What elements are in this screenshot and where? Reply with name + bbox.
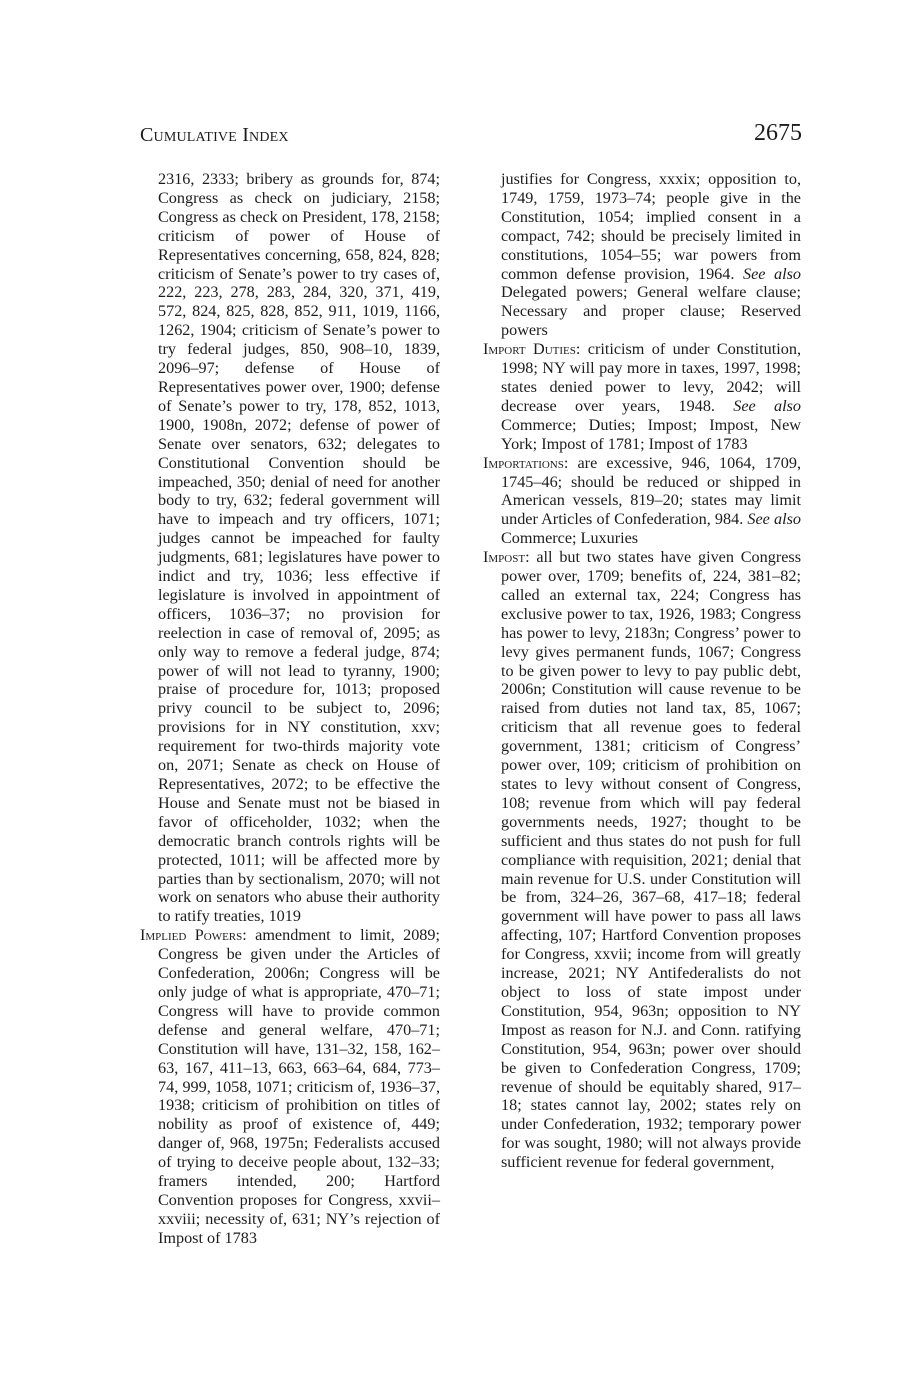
entry-text: 2316, 2333; bribery as grounds for, 874; Congress as check on judiciary, 2158; Congress as check on President, 178, 2158; criticism of power of House of Representatives concerning, 658, 824, 828; criticism of Senate’s power to try cases of, 222, 223, 278, 283, 284, 320, 371, 419, 572, 824, 825, 828, 852, 911, 1019, 1166, 1262, 1904; criticism of Senate’s power to try federal judges, 850, 908–10, 1839, 2096–97; defense of House of Representatives power over, 1900; defense of Senate’s power to try, 178, 852, 1013, 1900, 1908n, 2072; defense of power of Senate over senators, 632; delegates to Constitutional Convention should be impeached, 350; denial of need for another body to try, 632; federal government will have to impeach and try officers, 1071; judges cannot be impeached for faulty judgments, 681; legislatures have power to indict and try, 1036; less effective if legislature is involved in appointment of officers, 1036–37; no provision for reelection in case of removal of, 2095; as only way to remove a federal judge, 874; power of will not lead to tyranny, 1900; praise of procedure for, 1013; proposed privy council to be subject to, 2096; provisions for in NY constitution, xxv; requirement for two-thirds majority vote on, 2071; Senate as check on House of Representatives, 2072; to be effective the House and Senate must not be biased in favor of officeholder, 1032; when the democratic branch controls rights will be protected, 1011; will be affected more by parties than by sectionalism, 2070; will not work on senators who abuse their authority to ratify treaties, 1019 bbox=[158, 170, 440, 926]
index-entry-importations bbox=[483, 454, 801, 549]
running-head-title: Cumulative Index bbox=[140, 124, 289, 146]
left-column bbox=[140, 170, 440, 1248]
index-entry-import-duties bbox=[483, 340, 801, 453]
entry-heading: Importations bbox=[483, 453, 564, 472]
see-also-label: See also bbox=[742, 264, 802, 283]
see-also-label: See also bbox=[733, 396, 802, 415]
see-also-label: See also bbox=[747, 510, 801, 529]
page-number: 2675 bbox=[754, 120, 802, 146]
index-entry-impost bbox=[483, 548, 801, 1172]
index-entry-continuation bbox=[140, 170, 440, 926]
entry-text: : criticism of under Constitution, 1998; NY will pay more in taxes, 1997, 1998; states denied power to levy, 2042; will decrease over years, 1948. bbox=[501, 340, 802, 415]
index-entry-continuation bbox=[483, 170, 801, 340]
entry-heading: Implied Powers bbox=[140, 926, 243, 945]
right-column bbox=[483, 170, 801, 1172]
entry-text: : all but two states have given Congress power over, 1709; benefits of, 224, 381–82; called an external tax, 224; Congress has exclusive power to tax, 1926, 1983; Congress has power to levy, 2183n; Congress’ power to levy gives permanent funds, 1067; Congress to be given power to levy to pay public debt, 2006n; Constitution will cause revenue to be raised from duties not land tax, 85, 1067; criticism that all revenue goes to federal government, 1381; criticism of Congress’ power over, 109; criticism of prohibition on states to levy without consent of Congress, 108; revenue from which will pay federal governments needs, 1927; thought to be sufficient and thus states do not push for full compliance with requisition, 2021; denial that main revenue for U.S. under Constitution will be from, 324–26, 367–68, 417–18; federal government will have power to pass all laws affecting, 107; Hartford Convention proposes for Congress, xxvii; income from will greatly increase, 2021; NY Antifederalists do not object to loss of state impost under Constitution, 954, 963n; opposition to NY Impost as reason for N.J. and Conn. ratifying Constitution, 954, 963n; power over should be given to Confederation Congress, 1709; revenue of should be equitably shared, 917–18; states cannot lay, 2002; states rely on under Confederation, 1932; temporary power for was sought, 1980; will not always provide sufficient revenue for federal government, bbox=[501, 548, 801, 1172]
entry-heading: Impost bbox=[483, 548, 526, 567]
running-head bbox=[140, 120, 802, 154]
see-also-text: Commerce; Luxuries bbox=[501, 529, 639, 548]
entry-text: justifies for Congress, xxxix; opposition to, 1749, 1759, 1973–74; people give in the Constitution, 1054; implied consent in a compact, 742; should be precisely limited in constitutions, 1054–55; war powers from common defense provision, 1964. bbox=[501, 170, 801, 283]
entry-text: : amendment to limit, 2089; Congress be given under the Articles of Confederation, 2006n; Congress will be only judge of what is appropriate, 470–71; Congress will have to provide common defense and general welfare, 470–71; Constitution will have, 131–32, 158, 162–63, 167, 411–13, 663, 663–64, 684, 773–74, 999, 1058, 1071; criticism of, 1936–37, 1938; criticism of prohibition on titles of nobility as proof of existence of, 449; danger of, 968, 1975n; Federalists accused of trying to deceive people about, 132–33; framers intended, 200; Hartford Convention proposes for Congress, xxvii–xxviii; necessity of, 631; NY’s rejection of Impost of 1783 bbox=[158, 926, 440, 1247]
entry-heading: Import Duties bbox=[483, 340, 576, 359]
entry-text: : are excessive, 946, 1064, 1709, 1745–46; should be reduced or shipped in American vessels, 819–20; states may limit under Articles of Confederation, 984. bbox=[501, 453, 801, 529]
see-also-text: Commerce; Duties; Impost; Impost, New York; Impost of 1781; Impost of 1783 bbox=[501, 415, 801, 453]
see-also-text: Delegated powers; General welfare clause; Necessary and proper clause; Reserved powers bbox=[501, 283, 801, 340]
index-entry-implied-powers bbox=[140, 926, 440, 1247]
